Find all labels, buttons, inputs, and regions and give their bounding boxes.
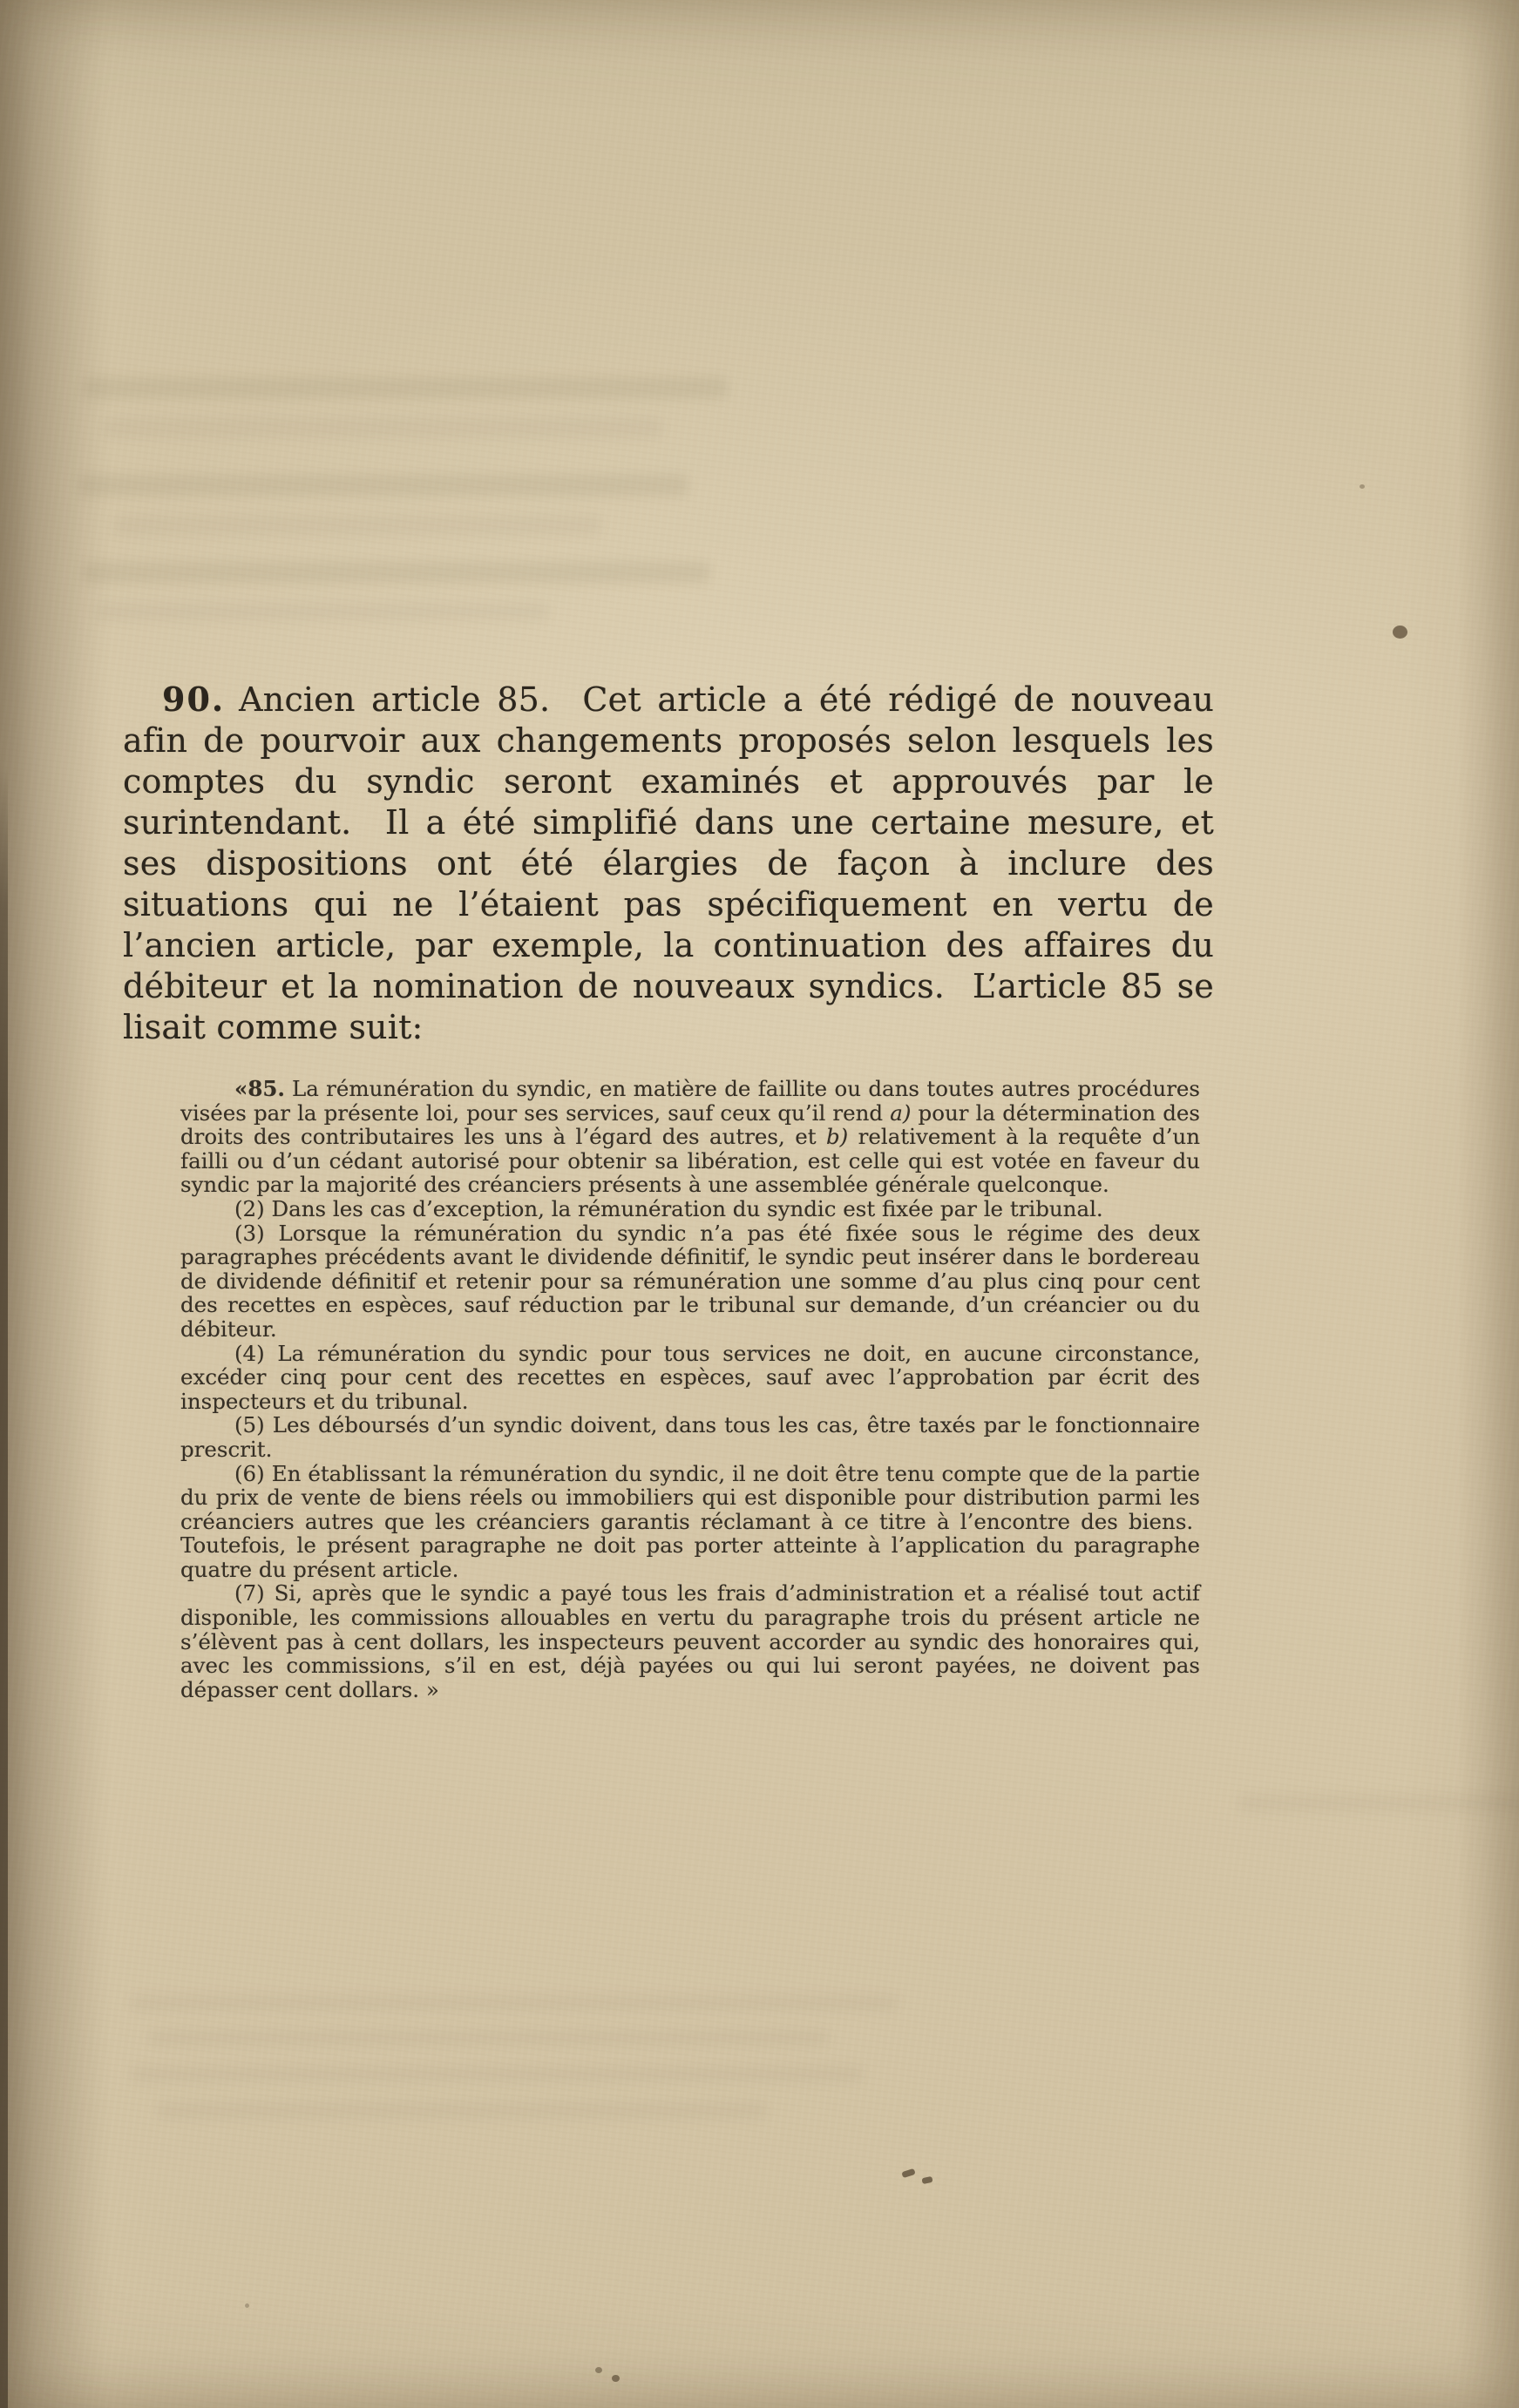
quote-paragraph-3: (3) Lorsque la rémunération du syndic n’a pas été fixée sous le régime des deux paragraphes précédents avant le dividende définitif, le syndic peut insérer dans le bordereau de dividende définitif et retenir pour sa rémunération une somme d’au plus cinq pour cent des recettes en espèces, sauf réduction par le tribunal sur demande, d’un créancier ou du débiteur.: [180, 1220, 1200, 1342]
quote-p1-text-3: relativement à la requête d’un failli ou d’un cédant autorisé pour obtenir sa libération, est celle qui est votée en faveur du syndic par la majorité des créanciers présents à une assemblée générale quelconque.: [180, 1124, 1200, 1198]
article-body-text: Ancien article 85. Cet article a été rédigé de nouveau afin de pourvoir aux changements proposés selon lesquels les comptes du syndic seront examinés et approuvés par le surintendant. Il a été simplifié dans une certaine mesure, et ses dispositions ont été élargies de façon à inclure des situations qui ne l’étaient pas spécifiquement en vertu de l’ancien article, par exemple, la continuation des affaires du débiteur et la nomination de nouveaux syndics. L’article 85 se lisait comme suit:: [123, 680, 1214, 1046]
quote-paragraph-4: (4) La rémunération du syndic pour tous services ne doit, en aucune circonstance, excéder cinq pour cent des recettes en espèces, sauf avec l’approbation par écrit des inspecteurs et du tribunal.: [180, 1340, 1200, 1414]
book-binding-edge: [0, 767, 8, 2408]
ink-speck: [245, 2303, 249, 2308]
quote-item-a-label: a): [890, 1099, 912, 1126]
quote-paragraph-7: (7) Si, après que le syndic a payé tous les frais d’administration et a réalisé tout actif disponible, les commissions allouables en vertu du paragraphe trois du présent article ne s’élèvent pas à cent dollars, les inspecteurs peuvent accorder au syndic des honoraires qui, avec les commissions, s’il en est, déjà payées ou qui lui seront payées, ne doivent pas dépasser cent dollars. »: [180, 1580, 1200, 1702]
ink-speck: [612, 2375, 620, 2382]
article-90-paragraph: [123, 679, 1214, 1048]
ink-speck: [1393, 626, 1407, 639]
bleed-through-line: [96, 603, 549, 620]
article-number: 90.: [162, 680, 226, 719]
quote-paragraph-2: (2) Dans les cas d’exception, la rémunération du syndic est fixée par le tribunal.: [234, 1195, 1103, 1221]
bleed-through-line: [83, 562, 710, 583]
ink-speck: [1360, 484, 1365, 489]
quote-item-b-label: b): [825, 1124, 849, 1150]
bleed-through-line: [148, 2030, 828, 2046]
bleed-through-line: [131, 2066, 863, 2082]
quote-paragraph-5: (5) Les déboursés d’un syndic doivent, dans tous les cas, être taxés par le fonctionnaire prescrit.: [180, 1412, 1200, 1462]
quote-article-number: «85.: [234, 1076, 285, 1101]
bleed-through-line: [131, 1995, 898, 2011]
quote-paragraph-6: (6) En établissant la rémunération du syndic, il ne doit être tenu compte que de la partie du prix de vente de biens réels ou immobiliers qui est disponible pour distribution parmi les créanciers autres que les créanciers garantis réclamant à ce titre à l’encontre des biens. Toutefois, le présent paragraphe ne doit pas porter atteinte à l’application du paragraphe quatre du présent article.: [180, 1460, 1200, 1582]
bleed-through-line: [78, 475, 688, 496]
left-edge-shadow: [0, 0, 105, 2408]
bleed-through-line: [157, 2103, 767, 2119]
ink-speck: [901, 2168, 915, 2178]
quote-p1-text-1: La rémunération du syndic, en matière de faillite ou dans toutes autres procédures visées par la présente loi, pour ses services, sauf ceux qu’il rend: [180, 1076, 1200, 1126]
ink-speck: [595, 2367, 602, 2373]
bleed-through-line: [105, 418, 662, 437]
quote-p1-text-2: pour la détermination des droits des contributaires les uns à l’égard des autres, et: [180, 1099, 1200, 1150]
quote-paragraph-1: [180, 1077, 1200, 1197]
bleed-through-line: [1238, 1795, 1519, 1812]
quoted-article-85: [180, 1077, 1200, 1701]
ink-speck: [921, 2176, 932, 2184]
bleed-through-line: [113, 516, 601, 535]
bleed-through-line: [83, 377, 728, 398]
